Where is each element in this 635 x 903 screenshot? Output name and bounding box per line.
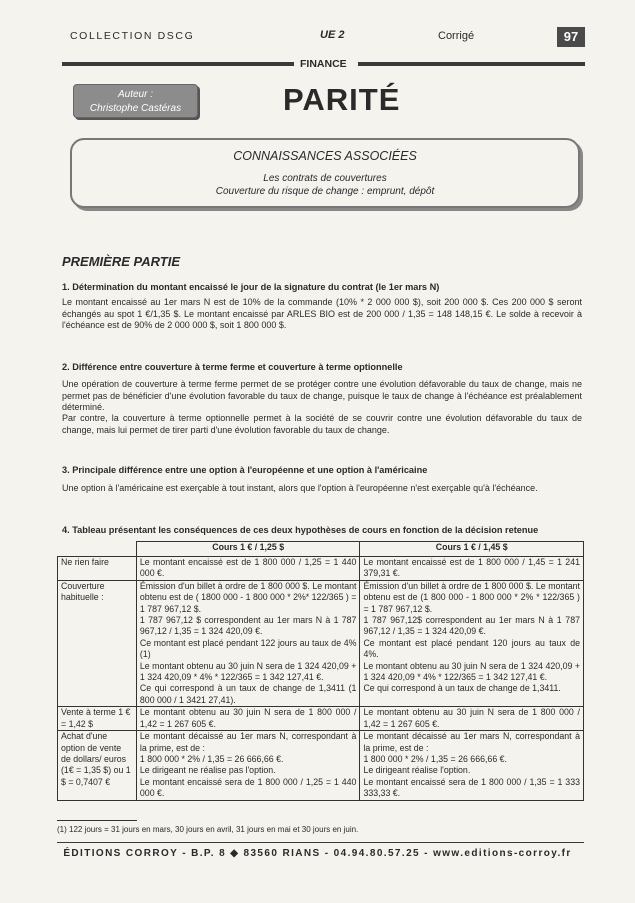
row-label: Vente à terme 1 € = 1,42 $ (58, 707, 137, 731)
cell-line: 1 787 967,12$ correspondent au 1er mars N à 1 787 967,12 / 1,35 = 1 324 420,09 €. (363, 615, 580, 637)
col-header-125: Cours 1 € / 1,25 $ (136, 542, 360, 557)
page-title: PARITÉ (283, 82, 401, 117)
cell: Le montant obtenu au 30 juin N sera de 1 800 000 / 1,42 = 1 267 605 €. (360, 707, 584, 731)
cell-line: Ce qui correspond à un taux de change de 1,3411 (1 800 000 / 1 3421 27,41). (139, 683, 357, 705)
cell-line: Émission d'un billet à ordre de 1 800 000 $. Le montant obtenu est de ( 1800 000 - 1 800 000 * 2%* 122/365 ) = 1 787 967,12 $. (139, 580, 357, 614)
corrige-label: Corrigé (438, 30, 475, 42)
cell-line: Le montant obtenu au 30 juin N sera de 1 324 420,09 + 1 324 420,09 * 4% * 122/365 = 1 342 127,41 €. (139, 660, 357, 683)
box-lines (72, 172, 578, 198)
cell-line: 1 800 000 * 2% / 1,35 = 26 666,66 €. (363, 753, 507, 764)
cell (136, 731, 360, 800)
box-title: CONNAISSANCES ASSOCIÉES (233, 149, 417, 163)
cell-line: 1 800 000 * 2% / 1,35 = 26 666,66 €. (139, 753, 284, 764)
collection-label: COLLECTION DSCG (70, 30, 195, 42)
table-corner (58, 542, 137, 557)
q2-heading: 2. Différence entre couverture à terme ferme et couverture à terme optionnelle (62, 362, 403, 372)
cell-line: 1 787 967,12 $ correspondent au 1er mars N à 1 787 967,12 / 1,35 = 1 324 420,09 €. (139, 615, 357, 637)
cell-line: Ce montant est placé pendant 120 jours au taux de 4%. (363, 637, 580, 660)
cell: Le montant obtenu au 30 juin N sera de 1 800 000 / 1,42 = 1 267 605 €. (136, 707, 360, 731)
author-name: Christophe Castéras (89, 103, 182, 114)
row-label: Ne rien faire (58, 557, 137, 581)
cell-line: Le montant décaissé au 1er mars N, correspondant à la prime, est de : (363, 731, 580, 753)
q2-text-2: Par contre, la couverture à terme optionnelle permet à la société de se couvrir contre une évolution défavorable du taux de change, mais lui permet de tirer parti d'une évolution favorable du taux de change. (62, 413, 582, 435)
box-line-2: Couverture du risque de change : emprunt, dépôt (215, 186, 435, 197)
cell (360, 731, 584, 800)
cell-line: Émission d'un billet à ordre de 1 800 000 $. Le montant obtenu est de (1 800 000 - 1 800 000 * 2% * 122/365 ) = 1 787 967,12 $. (363, 580, 580, 614)
footnote: (1) 122 jours = 31 jours en mars, 30 jours en avril, 31 jours en mai et 30 jours en juin. (57, 825, 359, 834)
cell: Le montant encaissé est de 1 800 000 / 1,25 = 1 440 000 €. (136, 557, 360, 581)
q4-heading: 4. Tableau présentant les conséquences de ces deux hypothèses de cours en fonction de la décision retenue (62, 525, 539, 535)
cell-line: Le dirigeant ne réalise pas l'option. (139, 765, 276, 776)
page-number: 97 (557, 27, 585, 47)
cell-line: Ce montant est placé pendant 122 jours au taux de 4%(1) (139, 637, 357, 660)
cell-line: Le dirigeant réalise l'option. (363, 765, 471, 776)
cell-line: Le montant décaissé au 1er mars N, correspondant à la prime, est de : (139, 731, 357, 753)
cell-line: Ce qui correspond à un taux de change de 1,3411. (363, 683, 561, 694)
cell-line: Le montant encaissé sera de 1 800 000 / 1,35 = 1 333 333,33 €. (363, 776, 580, 799)
table-row (58, 580, 584, 706)
cell-line: Le montant encaissé sera de 1 800 000 / 1,25 = 1 440 000 €. (139, 776, 357, 799)
row-label: Achat d'une option de vente de dollars/ euros (1€ = 1,35 $) ou 1 $ = 0,7407 € (58, 731, 137, 800)
section-label: FINANCE (300, 58, 347, 70)
row-label: Couverture habituelle : (58, 580, 137, 706)
ue-label: UE 2 (320, 29, 345, 41)
table-header-row (58, 542, 584, 557)
box-line-1: Les contrats de couvertures (263, 173, 387, 184)
rule-right (358, 62, 585, 66)
cell: Le montant encaissé est de 1 800 000 / 1,45 = 1 241 379,31 €. (360, 557, 584, 581)
q3-heading: 3. Principale différence entre une option à l'européenne et une option à l'américaine (62, 465, 428, 475)
table-row (58, 707, 584, 731)
author-label: Auteur : (117, 89, 154, 100)
table-row (58, 731, 584, 800)
cell-line: Le montant obtenu au 30 juin N sera de 1 324 420,09 + 1 324 420,09 * 4% * 122/365 = 1 342 127,41 €. (363, 660, 580, 683)
q2-text-1: Une opération de couverture à terme ferme permet de se protéger contre une évolution défavorable du taux de change, mais ne permet pas de bénéficier d'une évolution favorable du taux de change, puisque le taux de change à l'échéance est préalablement déterminé. (62, 379, 582, 412)
footer-rule (57, 842, 584, 843)
associated-knowledge-box (70, 138, 580, 208)
part-title: PREMIÈRE PARTIE (62, 254, 180, 269)
consequences-table (57, 541, 584, 801)
col-header-145: Cours 1 € / 1,45 $ (360, 542, 584, 557)
footnote-rule (57, 820, 137, 821)
table-row (58, 557, 584, 581)
publisher-footer: ÉDITIONS CORROY - B.P. 8 ◆ 83560 RIANS - 04.94.80.57.25 - www.editions-corroy.fr (63, 848, 572, 859)
q1-heading: 1. Détermination du montant encaissé le jour de la signature du contrat (le 1er mars N) (62, 282, 440, 292)
cell (136, 580, 360, 706)
q1-text: Le montant encaissé au 1er mars N est de 10% de la commande (10% * 2 000 000 $), soit 200 000 $. Ces 200 000 $ seront échangés au spot 1 €/1,35 $. Le montant encaissé par ARLES BIO est de 200 000 / 1,35 = 148 148,15 €. Le solde à recevoir à l'échéance est de 90% de 2 000 000 $, soit 1 800 000 $. (62, 297, 582, 330)
rule-left (62, 62, 294, 66)
cell (360, 580, 584, 706)
q3-text: Une option à l'américaine est exerçable à tout instant, alors que l'option à l'européenne n'est exerçable qu'à l'échéance. (62, 483, 538, 493)
author-badge (73, 84, 198, 118)
